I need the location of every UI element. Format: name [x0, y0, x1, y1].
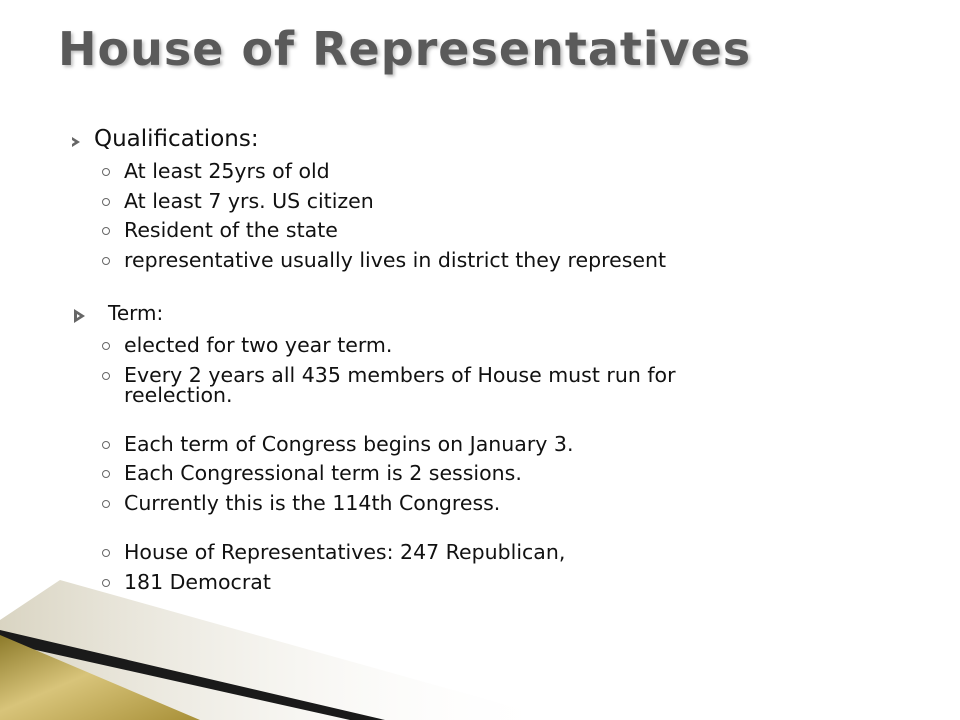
list-item-text: House of Representatives: 247 Republican, — [124, 540, 566, 564]
arrow-bullet-icon — [74, 309, 85, 323]
list-item — [72, 463, 932, 484]
list-item — [72, 431, 932, 456]
section-heading-term — [72, 303, 932, 323]
list-item-text: Resident of the state — [124, 218, 338, 242]
slide-title: House of Representatives — [58, 22, 752, 76]
heading-text: Term: — [108, 301, 164, 325]
list-item-text: representative usually lives in district they represent — [124, 247, 667, 272]
circle-bullet-icon — [102, 198, 110, 206]
slide-content — [72, 120, 932, 592]
list-item — [72, 362, 932, 387]
list-item-text: Every 2 years all 435 members of House must run for — [124, 362, 676, 387]
list-item — [72, 490, 932, 515]
list-item — [72, 161, 932, 182]
list-item-text: At least 25yrs of old — [124, 159, 330, 183]
circle-bullet-icon — [102, 441, 110, 449]
circle-bullet-icon — [102, 342, 110, 350]
list-item-text: elected for two year term. — [124, 333, 393, 357]
list-item — [72, 335, 932, 356]
list-item — [72, 542, 932, 563]
list-item — [72, 188, 932, 213]
list-item — [72, 247, 932, 272]
heading-text: Qualifications: — [94, 126, 259, 152]
decorative-corner-bands — [0, 580, 960, 720]
section-heading-qualifications — [72, 128, 932, 151]
list-item-text: 181 Democrat — [124, 569, 271, 594]
list-item-continuation — [72, 385, 932, 406]
list-item-text: Currently this is the 114th Congress. — [124, 490, 501, 515]
circle-bullet-icon — [102, 168, 110, 176]
circle-bullet-icon — [102, 257, 110, 265]
list-item-text: Each Congressional term is 2 sessions. — [124, 461, 522, 485]
list-item — [72, 220, 932, 241]
circle-bullet-icon — [102, 500, 110, 508]
arrow-bullet-icon — [72, 137, 80, 147]
list-item-text: Each term of Congress begins on January 3. — [124, 431, 574, 456]
list-item-text: At least 7 yrs. US citizen — [124, 188, 374, 213]
circle-bullet-icon — [102, 470, 110, 478]
list-item-text: reelection. — [124, 383, 233, 407]
circle-bullet-icon — [102, 227, 110, 235]
circle-bullet-icon — [102, 372, 110, 380]
circle-bullet-icon — [102, 549, 110, 557]
